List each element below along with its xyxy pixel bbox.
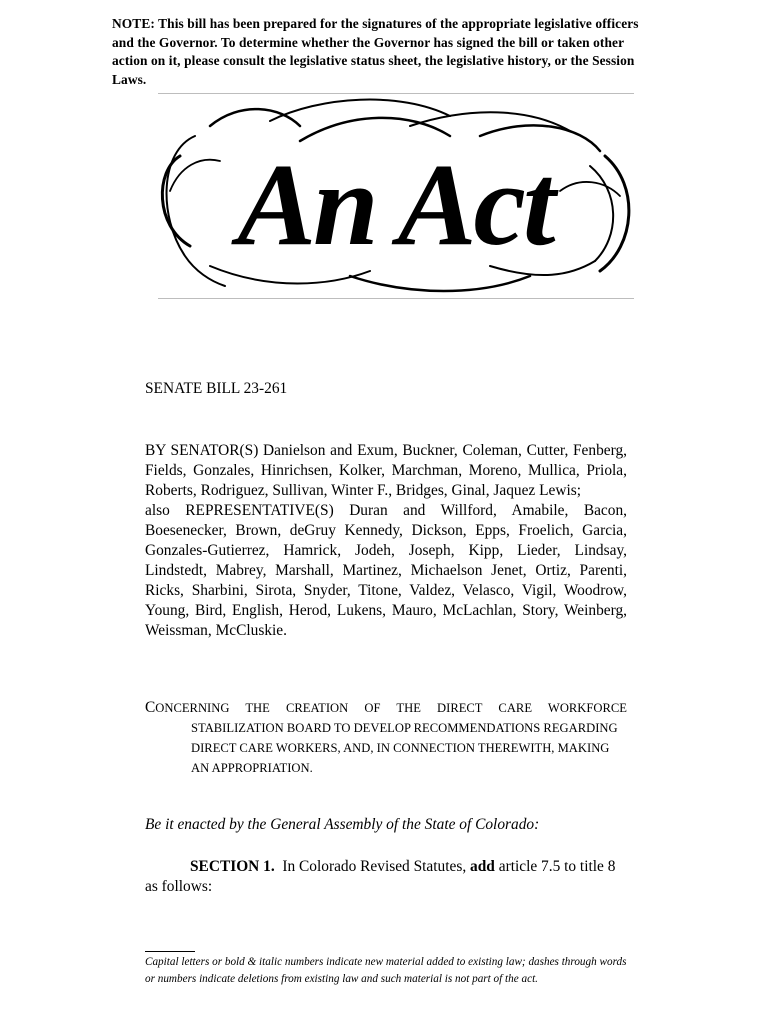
bill-number: SENATE BILL 23-261 (145, 380, 288, 397)
section-text-before: In Colorado Revised Statutes, (282, 858, 467, 875)
flourish-ornament (150, 96, 640, 296)
sponsors-block (145, 441, 627, 641)
governor-note: NOTE: This bill has been prepared for the signatures of the appropriate legislative officers and the Governor. To determine whether the Governor has signed the bill or taken other action on it, please consult the legislative status sheet, the legislative history, or the Session Laws. (112, 16, 639, 87)
footnote: Capital letters or bold & italic numbers indicate new material added to existing law; dashes through words or numbers indicate deletions from existing law and such material is not part of the act. (145, 956, 627, 985)
house-sponsors: also REPRESENTATIVE(S) Duran and Willford, Amabile, Bacon, Boesenecker, Brown, deGruy Kennedy, Dickson, Epps, Froelich, Garcia, Gonzales-Gutierrez, Hamrick, Jodeh, Joseph, Kipp, Lieder, Lindsay, Lindstedt, Mabrey, Marshall, Martinez, Michaelson Jenet, Ortiz, Parenti, Ricks, Sharbini, Sirota, Snyder, Titone, Valdez, Velasco, Vigil, Woodrow, Young, Bird, English, Herod, Lukens, Mauro, McLachlan, Story, Weinberg, Weissman, McCluskie. (145, 502, 627, 639)
section-heading: SECTION 1. (190, 858, 275, 875)
section-add: add (470, 858, 495, 875)
banner-bottom-rule (158, 298, 634, 299)
title-line-3: DIRECT CARE WORKERS, AND, IN CONNECTION THEREWITH, MAKING (191, 741, 610, 755)
bill-title (145, 698, 627, 778)
section-text-after: article 7.5 to title 8 as follows: (145, 858, 616, 895)
title-line-2: STABILIZATION BOARD TO DEVELOP RECOMMENDATIONS REGARDING (191, 721, 618, 735)
an-act-title: An Act (237, 139, 553, 270)
an-act-banner (150, 96, 640, 296)
enacting-clause: Be it enacted by the General Assembly of the State of Colorado: (145, 816, 540, 833)
banner-top-rule (158, 93, 634, 94)
title-line-4: AN APPROPRIATION. (191, 761, 313, 775)
senate-sponsors: BY SENATOR(S) Danielson and Exum, Buckner, Coleman, Cutter, Fenberg, Fields, Gonzales, Hinrichsen, Kolker, Marchman, Moreno, Mullica, Priola, Roberts, Rodriguez, Sullivan, Winter F., Bridges, Ginal, Jaquez Lewis; (145, 442, 627, 499)
title-line-1: CONCERNING THE CREATION OF THE DIRECT CARE WORKFORCE (145, 699, 627, 716)
section-1 (145, 857, 627, 897)
footnote-rule (145, 951, 195, 952)
